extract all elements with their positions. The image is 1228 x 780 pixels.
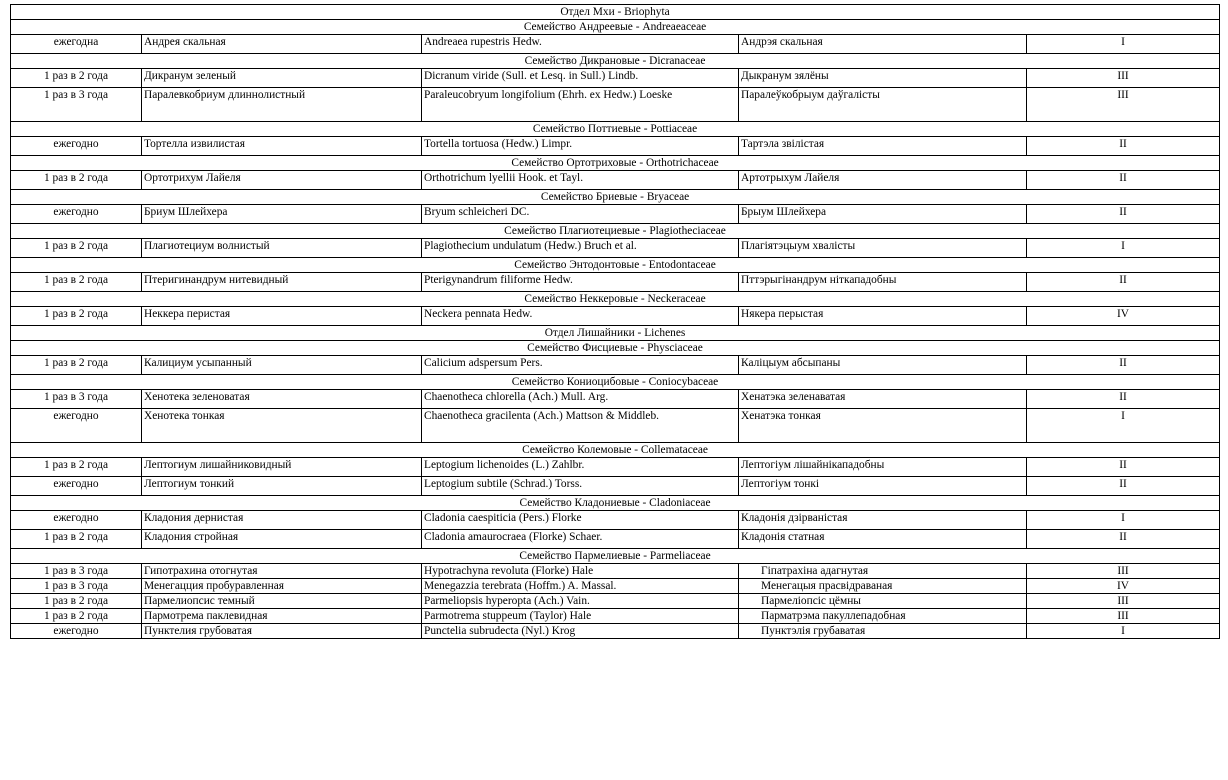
monitoring-frequency-cell: ежегодно bbox=[11, 137, 142, 156]
family-title: Семейство Андреевые - Andreaeaceae bbox=[11, 20, 1220, 35]
family-title: Семейство Дикрановые - Dicranaceae bbox=[11, 54, 1220, 69]
family-title: Семейство Поттиевые - Pottiaceae bbox=[11, 122, 1220, 137]
table-row bbox=[11, 579, 1220, 594]
table-row bbox=[11, 307, 1220, 326]
protection-category-cell: IV bbox=[1027, 307, 1220, 326]
protection-category-cell: II bbox=[1027, 458, 1220, 477]
monitoring-frequency-cell: ежегодно bbox=[11, 477, 142, 496]
monitoring-frequency-cell: 1 раз в 2 года bbox=[11, 356, 142, 375]
protection-category-cell: II bbox=[1027, 390, 1220, 409]
monitoring-frequency-cell: 1 раз в 2 года bbox=[11, 273, 142, 292]
monitoring-frequency-cell: 1 раз в 3 года bbox=[11, 88, 142, 122]
russian-name-cell: Паралевкобриум длиннолистный bbox=[142, 88, 422, 122]
russian-name-cell: Бриум Шлейхера bbox=[142, 205, 422, 224]
russian-name-cell: Калициум усыпанный bbox=[142, 356, 422, 375]
table-body bbox=[11, 5, 1220, 639]
latin-name-cell: Orthotrichum lyellii Hook. et Tayl. bbox=[422, 171, 739, 190]
belarusian-name-cell: Пунктэлія грубаватая bbox=[739, 624, 1027, 639]
family-header-row bbox=[11, 54, 1220, 69]
latin-name-cell: Cladonia amaurocraea (Florke) Schaer. bbox=[422, 530, 739, 549]
latin-name-cell: Plagiothecium undulatum (Hedw.) Bruch et al. bbox=[422, 239, 739, 258]
family-title: Семейство Плагиотециевые - Plagiotheciaceae bbox=[11, 224, 1220, 239]
latin-name-cell: Pterigynandrum filiforme Hedw. bbox=[422, 273, 739, 292]
family-title: Семейство Энтодонтовые - Entodontaceae bbox=[11, 258, 1220, 273]
protection-category-cell: II bbox=[1027, 137, 1220, 156]
family-title: Семейство Фисциевые - Physciaceae bbox=[11, 341, 1220, 356]
monitoring-frequency-cell: 1 раз в 3 года bbox=[11, 564, 142, 579]
latin-name-cell: Punctelia subrudecta (Nyl.) Krog bbox=[422, 624, 739, 639]
russian-name-cell: Гипотрахина отогнутая bbox=[142, 564, 422, 579]
species-monitoring-table bbox=[10, 4, 1220, 639]
protection-category-cell: III bbox=[1027, 564, 1220, 579]
protection-category-cell: III bbox=[1027, 609, 1220, 624]
belarusian-name-cell: Менегацыя прасвідраваная bbox=[739, 579, 1027, 594]
monitoring-frequency-cell: 1 раз в 2 года bbox=[11, 530, 142, 549]
russian-name-cell: Кладония стройная bbox=[142, 530, 422, 549]
latin-name-cell: Chaenotheca chlorella (Ach.) Mull. Arg. bbox=[422, 390, 739, 409]
belarusian-name-cell: Каліцыум абсыпаны bbox=[739, 356, 1027, 375]
table-row bbox=[11, 409, 1220, 443]
family-title: Семейство Ортотриховые - Orthotrichaceae bbox=[11, 156, 1220, 171]
belarusian-name-cell: Пармеліопсіс цёмны bbox=[739, 594, 1027, 609]
latin-name-cell: Parmeliopsis hyperopta (Ach.) Vain. bbox=[422, 594, 739, 609]
table-row bbox=[11, 137, 1220, 156]
division-title: Отдел Лишайники - Lichenes bbox=[11, 326, 1220, 341]
family-header-row bbox=[11, 122, 1220, 137]
latin-name-cell: Calicium adspersum Pers. bbox=[422, 356, 739, 375]
russian-name-cell: Дикранум зеленый bbox=[142, 69, 422, 88]
latin-name-cell: Neckera pennata Hedw. bbox=[422, 307, 739, 326]
protection-category-cell: IV bbox=[1027, 579, 1220, 594]
protection-category-cell: I bbox=[1027, 409, 1220, 443]
latin-name-cell: Tortella tortuosa (Hedw.) Limpr. bbox=[422, 137, 739, 156]
belarusian-name-cell: Тартэла звілістая bbox=[739, 137, 1027, 156]
monitoring-frequency-cell: ежегодно bbox=[11, 409, 142, 443]
family-title: Семейство Колемовые - Collemataceae bbox=[11, 443, 1220, 458]
table-row bbox=[11, 171, 1220, 190]
monitoring-frequency-cell: ежегодно bbox=[11, 624, 142, 639]
family-title: Семейство Кладониевые - Cladoniaceae bbox=[11, 496, 1220, 511]
family-header-row bbox=[11, 156, 1220, 171]
table-row bbox=[11, 69, 1220, 88]
russian-name-cell: Андрея скальная bbox=[142, 35, 422, 54]
russian-name-cell: Кладония дернистая bbox=[142, 511, 422, 530]
table-row bbox=[11, 477, 1220, 496]
russian-name-cell: Пармотрема паклевидная bbox=[142, 609, 422, 624]
russian-name-cell: Пармелиопсис темный bbox=[142, 594, 422, 609]
family-header-row bbox=[11, 258, 1220, 273]
monitoring-frequency-cell: 1 раз в 2 года bbox=[11, 609, 142, 624]
family-title: Семейство Неккеровые - Neckeraceae bbox=[11, 292, 1220, 307]
belarusian-name-cell: Дыкранум зялёны bbox=[739, 69, 1027, 88]
latin-name-cell: Menegazzia terebrata (Hoffm.) A. Massal. bbox=[422, 579, 739, 594]
russian-name-cell: Хенотека тонкая bbox=[142, 409, 422, 443]
russian-name-cell: Лептогиум лишайниковидный bbox=[142, 458, 422, 477]
latin-name-cell: Andreaea rupestris Hedw. bbox=[422, 35, 739, 54]
table-row bbox=[11, 594, 1220, 609]
belarusian-name-cell: Хенатэка зеленаватая bbox=[739, 390, 1027, 409]
belarusian-name-cell: Гіпатрахіна адагнутая bbox=[739, 564, 1027, 579]
protection-category-cell: I bbox=[1027, 35, 1220, 54]
latin-name-cell: Leptogium lichenoides (L.) Zahlbr. bbox=[422, 458, 739, 477]
division-header-row bbox=[11, 326, 1220, 341]
family-title: Семейство Бриевые - Bryaceae bbox=[11, 190, 1220, 205]
belarusian-name-cell: Кладонія статная bbox=[739, 530, 1027, 549]
belarusian-name-cell: Паралеўкобрыум даўгалісты bbox=[739, 88, 1027, 122]
belarusian-name-cell: Андрэя скальная bbox=[739, 35, 1027, 54]
family-header-row bbox=[11, 20, 1220, 35]
belarusian-name-cell: Лептогіум тонкі bbox=[739, 477, 1027, 496]
monitoring-frequency-cell: ежегодна bbox=[11, 35, 142, 54]
protection-category-cell: III bbox=[1027, 88, 1220, 122]
russian-name-cell: Птеригинандрум нитевидный bbox=[142, 273, 422, 292]
table-row bbox=[11, 564, 1220, 579]
monitoring-frequency-cell: 1 раз в 3 года bbox=[11, 579, 142, 594]
monitoring-frequency-cell: 1 раз в 3 года bbox=[11, 390, 142, 409]
family-title: Семейство Пармелиевые - Parmeliaceae bbox=[11, 549, 1220, 564]
russian-name-cell: Неккера перистая bbox=[142, 307, 422, 326]
protection-category-cell: I bbox=[1027, 239, 1220, 258]
latin-name-cell: Paraleucobryum longifolium (Ehrh. ex Hedw.) Loeske bbox=[422, 88, 739, 122]
table-row bbox=[11, 273, 1220, 292]
russian-name-cell: Пунктелия грубоватая bbox=[142, 624, 422, 639]
monitoring-frequency-cell: 1 раз в 2 года bbox=[11, 458, 142, 477]
russian-name-cell: Лептогиум тонкий bbox=[142, 477, 422, 496]
protection-category-cell: III bbox=[1027, 594, 1220, 609]
russian-name-cell: Хенотека зеленоватая bbox=[142, 390, 422, 409]
protection-category-cell: II bbox=[1027, 205, 1220, 224]
family-header-row bbox=[11, 224, 1220, 239]
table-row bbox=[11, 511, 1220, 530]
monitoring-frequency-cell: ежегодно bbox=[11, 511, 142, 530]
belarusian-name-cell: Парматрэма пакуллепадобная bbox=[739, 609, 1027, 624]
family-header-row bbox=[11, 292, 1220, 307]
latin-name-cell: Hypotrachyna revoluta (Florke) Hale bbox=[422, 564, 739, 579]
family-header-row bbox=[11, 496, 1220, 511]
russian-name-cell: Плагиотециум волнистый bbox=[142, 239, 422, 258]
division-title: Отдел Мхи - Briophyta bbox=[11, 5, 1220, 20]
family-header-row bbox=[11, 443, 1220, 458]
family-header-row bbox=[11, 375, 1220, 390]
family-header-row bbox=[11, 341, 1220, 356]
family-header-row bbox=[11, 549, 1220, 564]
monitoring-frequency-cell: 1 раз в 2 года bbox=[11, 69, 142, 88]
monitoring-frequency-cell: 1 раз в 2 года bbox=[11, 171, 142, 190]
belarusian-name-cell: Лептогіум лішайнікападобны bbox=[739, 458, 1027, 477]
belarusian-name-cell: Някера перыстая bbox=[739, 307, 1027, 326]
latin-name-cell: Bryum schleicheri DC. bbox=[422, 205, 739, 224]
belarusian-name-cell: Артотрыхум Лайеля bbox=[739, 171, 1027, 190]
russian-name-cell: Ортотрихум Лайеля bbox=[142, 171, 422, 190]
monitoring-frequency-cell: 1 раз в 2 года bbox=[11, 239, 142, 258]
table-row bbox=[11, 624, 1220, 639]
table-row bbox=[11, 88, 1220, 122]
monitoring-frequency-cell: 1 раз в 2 года bbox=[11, 307, 142, 326]
belarusian-name-cell: Пттэрыгінандрум ніткападобны bbox=[739, 273, 1027, 292]
family-header-row bbox=[11, 190, 1220, 205]
protection-category-cell: II bbox=[1027, 477, 1220, 496]
latin-name-cell: Chaenotheca gracilenta (Ach.) Mattson & Middleb. bbox=[422, 409, 739, 443]
table-row bbox=[11, 356, 1220, 375]
table-row bbox=[11, 239, 1220, 258]
family-title: Семейство Кониоцибовые - Coniocybaceae bbox=[11, 375, 1220, 390]
table-row bbox=[11, 530, 1220, 549]
belarusian-name-cell: Плагіятэцыум хвалісты bbox=[739, 239, 1027, 258]
monitoring-frequency-cell: ежегодно bbox=[11, 205, 142, 224]
belarusian-name-cell: Брыум Шлейхера bbox=[739, 205, 1027, 224]
russian-name-cell: Тортелла извилистая bbox=[142, 137, 422, 156]
russian-name-cell: Менегацция пробуравленная bbox=[142, 579, 422, 594]
latin-name-cell: Leptogium subtile (Schrad.) Torss. bbox=[422, 477, 739, 496]
protection-category-cell: III bbox=[1027, 69, 1220, 88]
belarusian-name-cell: Хенатэка тонкая bbox=[739, 409, 1027, 443]
protection-category-cell: II bbox=[1027, 171, 1220, 190]
protection-category-cell: I bbox=[1027, 624, 1220, 639]
monitoring-frequency-cell: 1 раз в 2 года bbox=[11, 594, 142, 609]
table-row bbox=[11, 390, 1220, 409]
division-header-row bbox=[11, 5, 1220, 20]
table-row bbox=[11, 205, 1220, 224]
protection-category-cell: II bbox=[1027, 273, 1220, 292]
latin-name-cell: Parmotrema stuppeum (Taylor) Hale bbox=[422, 609, 739, 624]
table-row bbox=[11, 458, 1220, 477]
table-row bbox=[11, 609, 1220, 624]
belarusian-name-cell: Кладонія дзірваністая bbox=[739, 511, 1027, 530]
protection-category-cell: I bbox=[1027, 511, 1220, 530]
protection-category-cell: II bbox=[1027, 530, 1220, 549]
latin-name-cell: Dicranum viride (Sull. et Lesq. in Sull.) Lindb. bbox=[422, 69, 739, 88]
latin-name-cell: Cladonia caespiticia (Pers.) Florke bbox=[422, 511, 739, 530]
table-row bbox=[11, 35, 1220, 54]
protection-category-cell: II bbox=[1027, 356, 1220, 375]
